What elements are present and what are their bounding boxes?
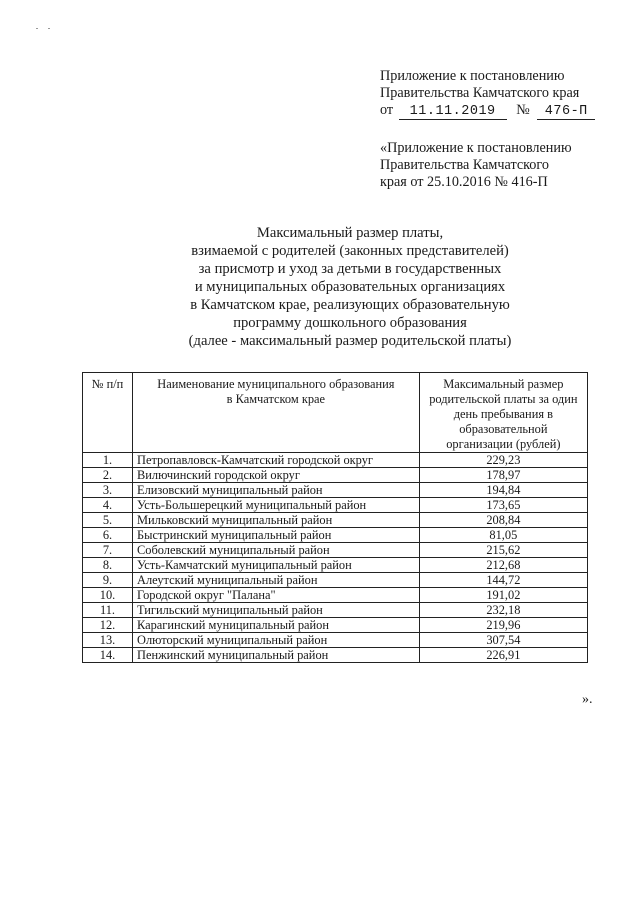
row-fee: 219,96: [419, 618, 587, 633]
row-number: 12.: [83, 618, 133, 633]
row-number: 6.: [83, 528, 133, 543]
row-number: 2.: [83, 468, 133, 483]
document-title: [100, 224, 600, 350]
table-row: [83, 453, 588, 468]
table-row: [83, 513, 588, 528]
row-fee: 208,84: [419, 513, 587, 528]
row-municipality: Мильковский муниципальный район: [133, 513, 420, 528]
table-row: [83, 483, 588, 498]
header-max-fee: [419, 373, 587, 453]
title-line: Максимальный размер платы,: [256, 225, 444, 241]
resolution-date: 11.11.2019: [399, 104, 507, 120]
table-row: [83, 648, 588, 663]
table-row: [83, 468, 588, 483]
previous-line3: края от 25.10.2016 № 416-П: [380, 174, 548, 190]
row-fee: 307,54: [419, 633, 587, 648]
row-number: 10.: [83, 588, 133, 603]
row-fee: 226,91: [419, 648, 587, 663]
row-municipality: Елизовский муниципальный район: [133, 483, 420, 498]
row-fee: 215,62: [419, 543, 587, 558]
header-fee-line4: образовательной: [459, 422, 548, 436]
header-number: № п/п: [83, 373, 133, 453]
closing-quote-mark: ».: [582, 692, 593, 707]
row-number: 14.: [83, 648, 133, 663]
row-fee: 81,05: [419, 528, 587, 543]
row-fee: 144,72: [419, 573, 587, 588]
table-row: [83, 528, 588, 543]
row-number: 13.: [83, 633, 133, 648]
row-number: 4.: [83, 498, 133, 513]
row-number: 5.: [83, 513, 133, 528]
row-municipality: Олюторский муниципальный район: [133, 633, 420, 648]
row-fee: 229,23: [419, 453, 587, 468]
appendix-header-line2: Правительства Камчатского края: [380, 85, 580, 101]
row-fee: 178,97: [419, 468, 587, 483]
header-fee-line1: Максимальный размер: [443, 377, 564, 391]
table-row: [83, 588, 588, 603]
title-line: в Камчатском крае, реализующих образовательную: [190, 297, 510, 313]
header-fee-line5: организации (рублей): [446, 437, 561, 451]
row-municipality: Соболевский муниципальный район: [133, 543, 420, 558]
resolution-number: 476-П: [537, 104, 595, 120]
previous-line1: «Приложение к постановлению: [380, 140, 572, 156]
from-label: от: [380, 102, 394, 118]
scan-speck: [36, 28, 38, 29]
table-row: [83, 603, 588, 618]
row-number: 9.: [83, 573, 133, 588]
row-municipality: Усть-Камчатский муниципальный район: [133, 558, 420, 573]
table-row: [83, 498, 588, 513]
row-municipality: Быстринский муниципальный район: [133, 528, 420, 543]
row-municipality: Городской округ "Палана": [133, 588, 420, 603]
table-header-row: [83, 373, 588, 453]
row-number: 8.: [83, 558, 133, 573]
row-number: 11.: [83, 603, 133, 618]
fee-table: [82, 372, 588, 663]
scan-speck: [48, 28, 50, 29]
number-label: №: [516, 102, 530, 118]
previous-line2: Правительства Камчатского: [380, 157, 549, 173]
table-row: [83, 618, 588, 633]
row-number: 1.: [83, 453, 133, 468]
title-line: взимаемой с родителей (законных представителей): [191, 243, 509, 259]
row-fee: 194,84: [419, 483, 587, 498]
previous-appendix-reference: [380, 140, 630, 191]
row-number: 3.: [83, 483, 133, 498]
row-municipality: Пенжинский муниципальный район: [133, 648, 420, 663]
row-municipality: Вилючинский городской округ: [133, 468, 420, 483]
title-line: и муниципальных образовательных организациях: [194, 279, 506, 295]
header-fee-line3: день пребывания в: [453, 407, 553, 421]
title-line: программу дошкольного образования: [233, 315, 467, 331]
table-row: [83, 633, 588, 648]
table-row: [83, 558, 588, 573]
appendix-header-line1: Приложение к постановлению: [380, 68, 565, 84]
row-municipality: Алеутский муниципальный район: [133, 573, 420, 588]
row-number: 7.: [83, 543, 133, 558]
row-fee: 173,65: [419, 498, 587, 513]
row-fee: 232,18: [419, 603, 587, 618]
row-municipality: Усть-Большерецкий муниципальный район: [133, 498, 420, 513]
title-line: (далее - максимальный размер родительской платы): [188, 333, 512, 349]
table-row: [83, 543, 588, 558]
header-municipality-line1: Наименование муниципального образования: [157, 377, 395, 391]
row-municipality: Карагинский муниципальный район: [133, 618, 420, 633]
row-fee: 191,02: [419, 588, 587, 603]
appendix-date-number-line: [380, 102, 630, 120]
header-municipality: [133, 373, 420, 453]
row-fee: 212,68: [419, 558, 587, 573]
row-municipality: Тигильский муниципальный район: [133, 603, 420, 618]
header-municipality-line2: в Камчатском крае: [226, 392, 326, 406]
header-fee-line2: родительской платы за один: [429, 392, 578, 406]
table-row: [83, 573, 588, 588]
title-line: за присмотр и уход за детьми в государственных: [198, 261, 502, 277]
appendix-header: [380, 68, 630, 120]
row-municipality: Петропавловск-Камчатский городской округ: [133, 453, 420, 468]
